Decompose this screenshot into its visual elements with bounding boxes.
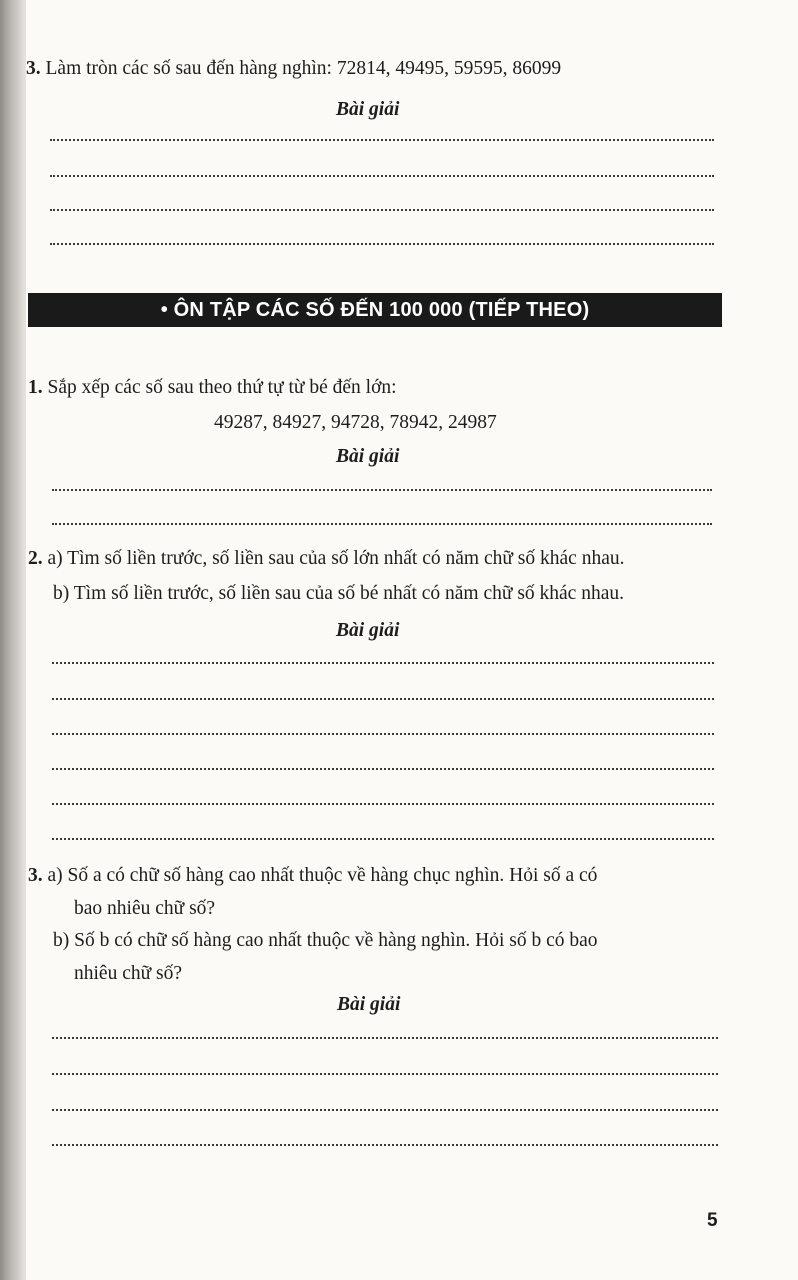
exercise-2b: b) Tìm số liền trước, số liền sau của số bé nhất có năm chữ số khác nhau. xyxy=(53,583,624,604)
solution-heading: Bài giải xyxy=(336,446,400,467)
answer-line xyxy=(50,139,714,141)
answer-line xyxy=(52,1144,718,1146)
section-title-text: ÔN TẬP CÁC SỐ ĐẾN 100 000 (TIẾP THEO) xyxy=(173,298,590,321)
exercise-top-3 xyxy=(26,56,561,82)
workbook-page xyxy=(26,0,798,1280)
answer-line xyxy=(50,175,714,177)
answer-line xyxy=(52,523,712,525)
exercise-number: 3. xyxy=(26,58,41,79)
exercise-text: Sắp xếp các số sau theo thứ tự từ bé đến lớn: xyxy=(47,377,397,398)
answer-line xyxy=(52,733,714,735)
exercise-3a xyxy=(28,863,597,889)
answer-line xyxy=(52,698,714,700)
exercise-number: 3. xyxy=(28,865,43,886)
exercise-1 xyxy=(28,375,397,401)
answer-line xyxy=(52,838,714,840)
page-number: 5 xyxy=(707,1210,718,1231)
answer-line xyxy=(52,768,714,770)
answer-line xyxy=(52,803,714,805)
answer-line xyxy=(52,1037,718,1039)
exercise-text: a) Số a có chữ số hàng cao nhất thuộc về hàng chục nghìn. Hỏi số a có xyxy=(47,865,598,886)
exercise-3b-cont: nhiêu chữ số? xyxy=(74,963,183,984)
bullet-icon: • xyxy=(160,298,168,321)
exercise-text: a) Tìm số liền trước, số liền sau của số lớn nhất có năm chữ số khác nhau. xyxy=(47,548,625,569)
solution-heading: Bài giải xyxy=(336,620,400,641)
exercise-3b: b) Số b có chữ số hàng cao nhất thuộc về hàng nghìn. Hỏi số b có bao xyxy=(53,930,598,951)
exercise-number: 1. xyxy=(28,377,43,398)
answer-line xyxy=(50,209,714,211)
section-banner xyxy=(28,293,722,327)
section-title xyxy=(161,299,590,322)
exercise-2a xyxy=(28,546,624,572)
book-spine-shadow xyxy=(0,0,26,1280)
answer-line xyxy=(50,243,714,245)
answer-line xyxy=(52,1073,718,1075)
answer-line xyxy=(52,662,714,664)
exercise-text: Làm tròn các số sau đến hàng nghìn: 72814, 49495, 59595, 86099 xyxy=(45,58,562,79)
answer-line xyxy=(52,1109,718,1111)
number-list: 49287, 84927, 94728, 78942, 24987 xyxy=(214,412,497,433)
answer-line xyxy=(52,489,712,491)
solution-heading: Bài giải xyxy=(336,99,400,120)
exercise-3a-cont: bao nhiêu chữ số? xyxy=(74,898,216,919)
solution-heading: Bài giải xyxy=(337,994,401,1015)
exercise-number: 2. xyxy=(28,548,43,569)
